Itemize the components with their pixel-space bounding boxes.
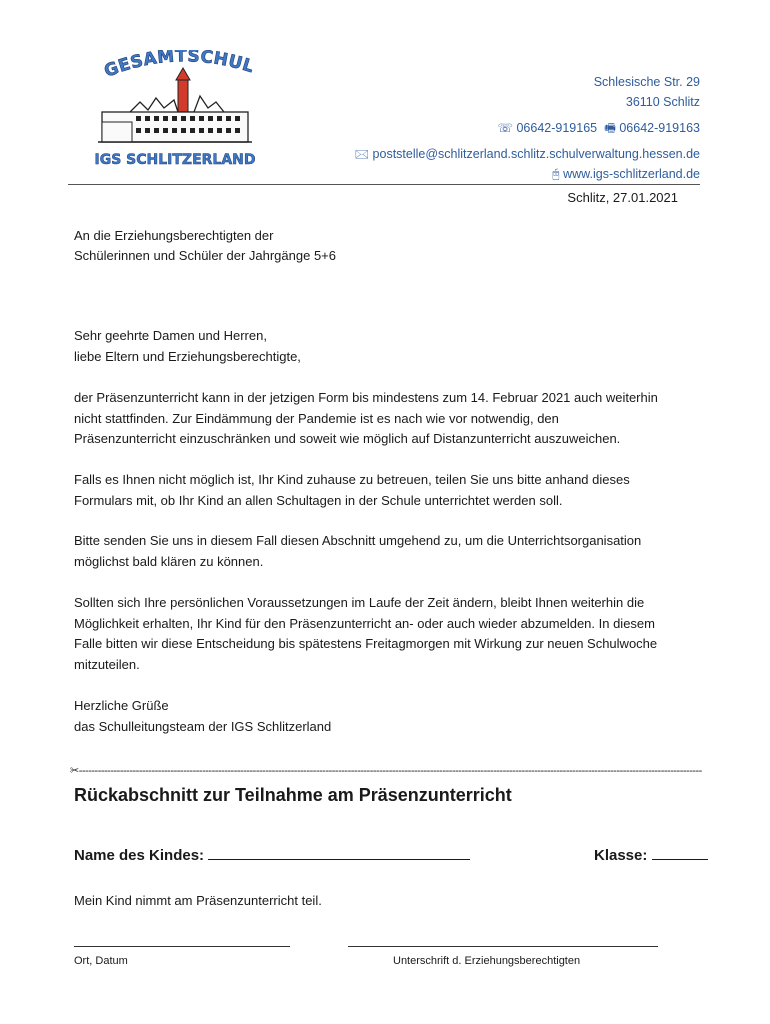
text-line: Bitte senden Sie uns in diesem Fall diesen Abschnitt umgehend zu, um die Unterrichtsorganisation — [74, 533, 642, 548]
signature-label: Unterschrift d. Erziehungsberechtigten — [393, 955, 581, 967]
form-title: Rückabschnitt zur Teilnahme am Präsenzunterricht — [74, 785, 512, 805]
signature-line[interactable] — [348, 946, 658, 947]
header-divider — [68, 184, 700, 185]
school-logo-graphic — [90, 50, 260, 175]
school-logo — [90, 50, 260, 175]
text-line: Falle bitten wir diese Entscheidung bis spätestens Freitagmorgen mit Wirkung zur neuen Schulwoche — [74, 636, 658, 652]
website-url: 🖰 www.igs-schlitzerland.de — [552, 167, 700, 181]
class-label: Klasse: — [594, 847, 648, 864]
text-line: Formulars mit, ob Ihr Kind an allen Schultagen in der Schule unterrichtet werden soll. — [74, 492, 563, 508]
child-name-label: Name des Kindes: — [74, 847, 205, 864]
closing — [74, 696, 724, 737]
salutation-line: Sehr geehrte Damen und Herren, — [74, 328, 267, 343]
recipient-line: An die Erziehungsberechtigten der — [74, 228, 274, 243]
closing-line: das Schulleitungsteam der IGS Schlitzerland — [74, 718, 332, 734]
email-address: 🖂 poststelle@schlitzerland.schlitz.schulverwaltung.hessen.de — [354, 147, 700, 161]
recipient-block — [74, 226, 336, 266]
text-line: der Präsenzunterricht kann in der jetzigen Form bis mindestens zum 14. Februar 2021 auch weiterhin — [74, 390, 658, 405]
salutation — [74, 326, 724, 367]
svg-text:GESAMTSCHULE — [90, 50, 257, 82]
logo-bottom-text: IGS SCHLITZERLAND — [94, 152, 256, 168]
phone-number: ☏ 06642-919165 — [497, 121, 598, 135]
phone-fax-row — [354, 118, 700, 138]
text-line: nicht stattfinden. Zur Eindämmung der Pandemie ist es nach wie vor notwendig, den — [74, 410, 559, 426]
class-blank[interactable] — [652, 845, 708, 860]
cut-line: ✂----------------------------------------------------------------------------------------------------------------------------------------------------------------------------------------------------- — [70, 765, 702, 777]
street-address: Schlesische Str. 29 — [593, 75, 700, 89]
salutation-line: liebe Eltern und Erziehungsberechtigte, — [74, 348, 301, 364]
text-line: Präsenzunterricht einzuschränken und soweit wie möglich auf Distanzunterricht auszuweichen. — [74, 431, 621, 447]
text-line: Falls es Ihnen nicht möglich ist, Ihr Kind zuhause zu betreuen, teilen Sie uns bitte anhand dieses — [74, 472, 630, 487]
paragraph-1 — [74, 388, 724, 450]
attendance-statement: Mein Kind nimmt am Präsenzunterricht teil. — [74, 893, 322, 908]
text-line: mitzuteilen. — [74, 656, 140, 672]
place-date-line[interactable] — [74, 946, 290, 947]
class-field[interactable] — [594, 845, 708, 864]
recipient-line: Schülerinnen und Schüler der Jahrgänge 5+6 — [74, 248, 336, 263]
child-name-blank[interactable] — [208, 845, 470, 860]
place-date-label: Ort, Datum — [74, 955, 128, 967]
text-line: Sollten sich Ihre persönlichen Voraussetzungen im Laufe der Zeit ändern, bleibt Ihnen weiterhin die — [74, 595, 645, 610]
letter-date: Schlitz, 27.01.2021 — [567, 190, 678, 205]
child-name-field[interactable] — [74, 845, 470, 864]
paragraph-3 — [74, 531, 724, 572]
paragraph-2 — [74, 470, 724, 511]
fax-number: 🖷 06642-919163 — [604, 121, 700, 135]
logo-top-text: GESAMTSCHUL — [101, 50, 257, 82]
contact-block — [354, 72, 700, 184]
text-line: Möglichkeit erhalten, Ihr Kind für den Präsenzunterricht an- oder auch wieder abzumelden. In diesem — [74, 615, 655, 631]
city-address: 36110 Schlitz — [625, 95, 700, 109]
text-line: möglichst bald klären zu können. — [74, 553, 264, 569]
closing-line: Herzliche Grüße — [74, 698, 169, 713]
paragraph-4 — [74, 593, 724, 675]
